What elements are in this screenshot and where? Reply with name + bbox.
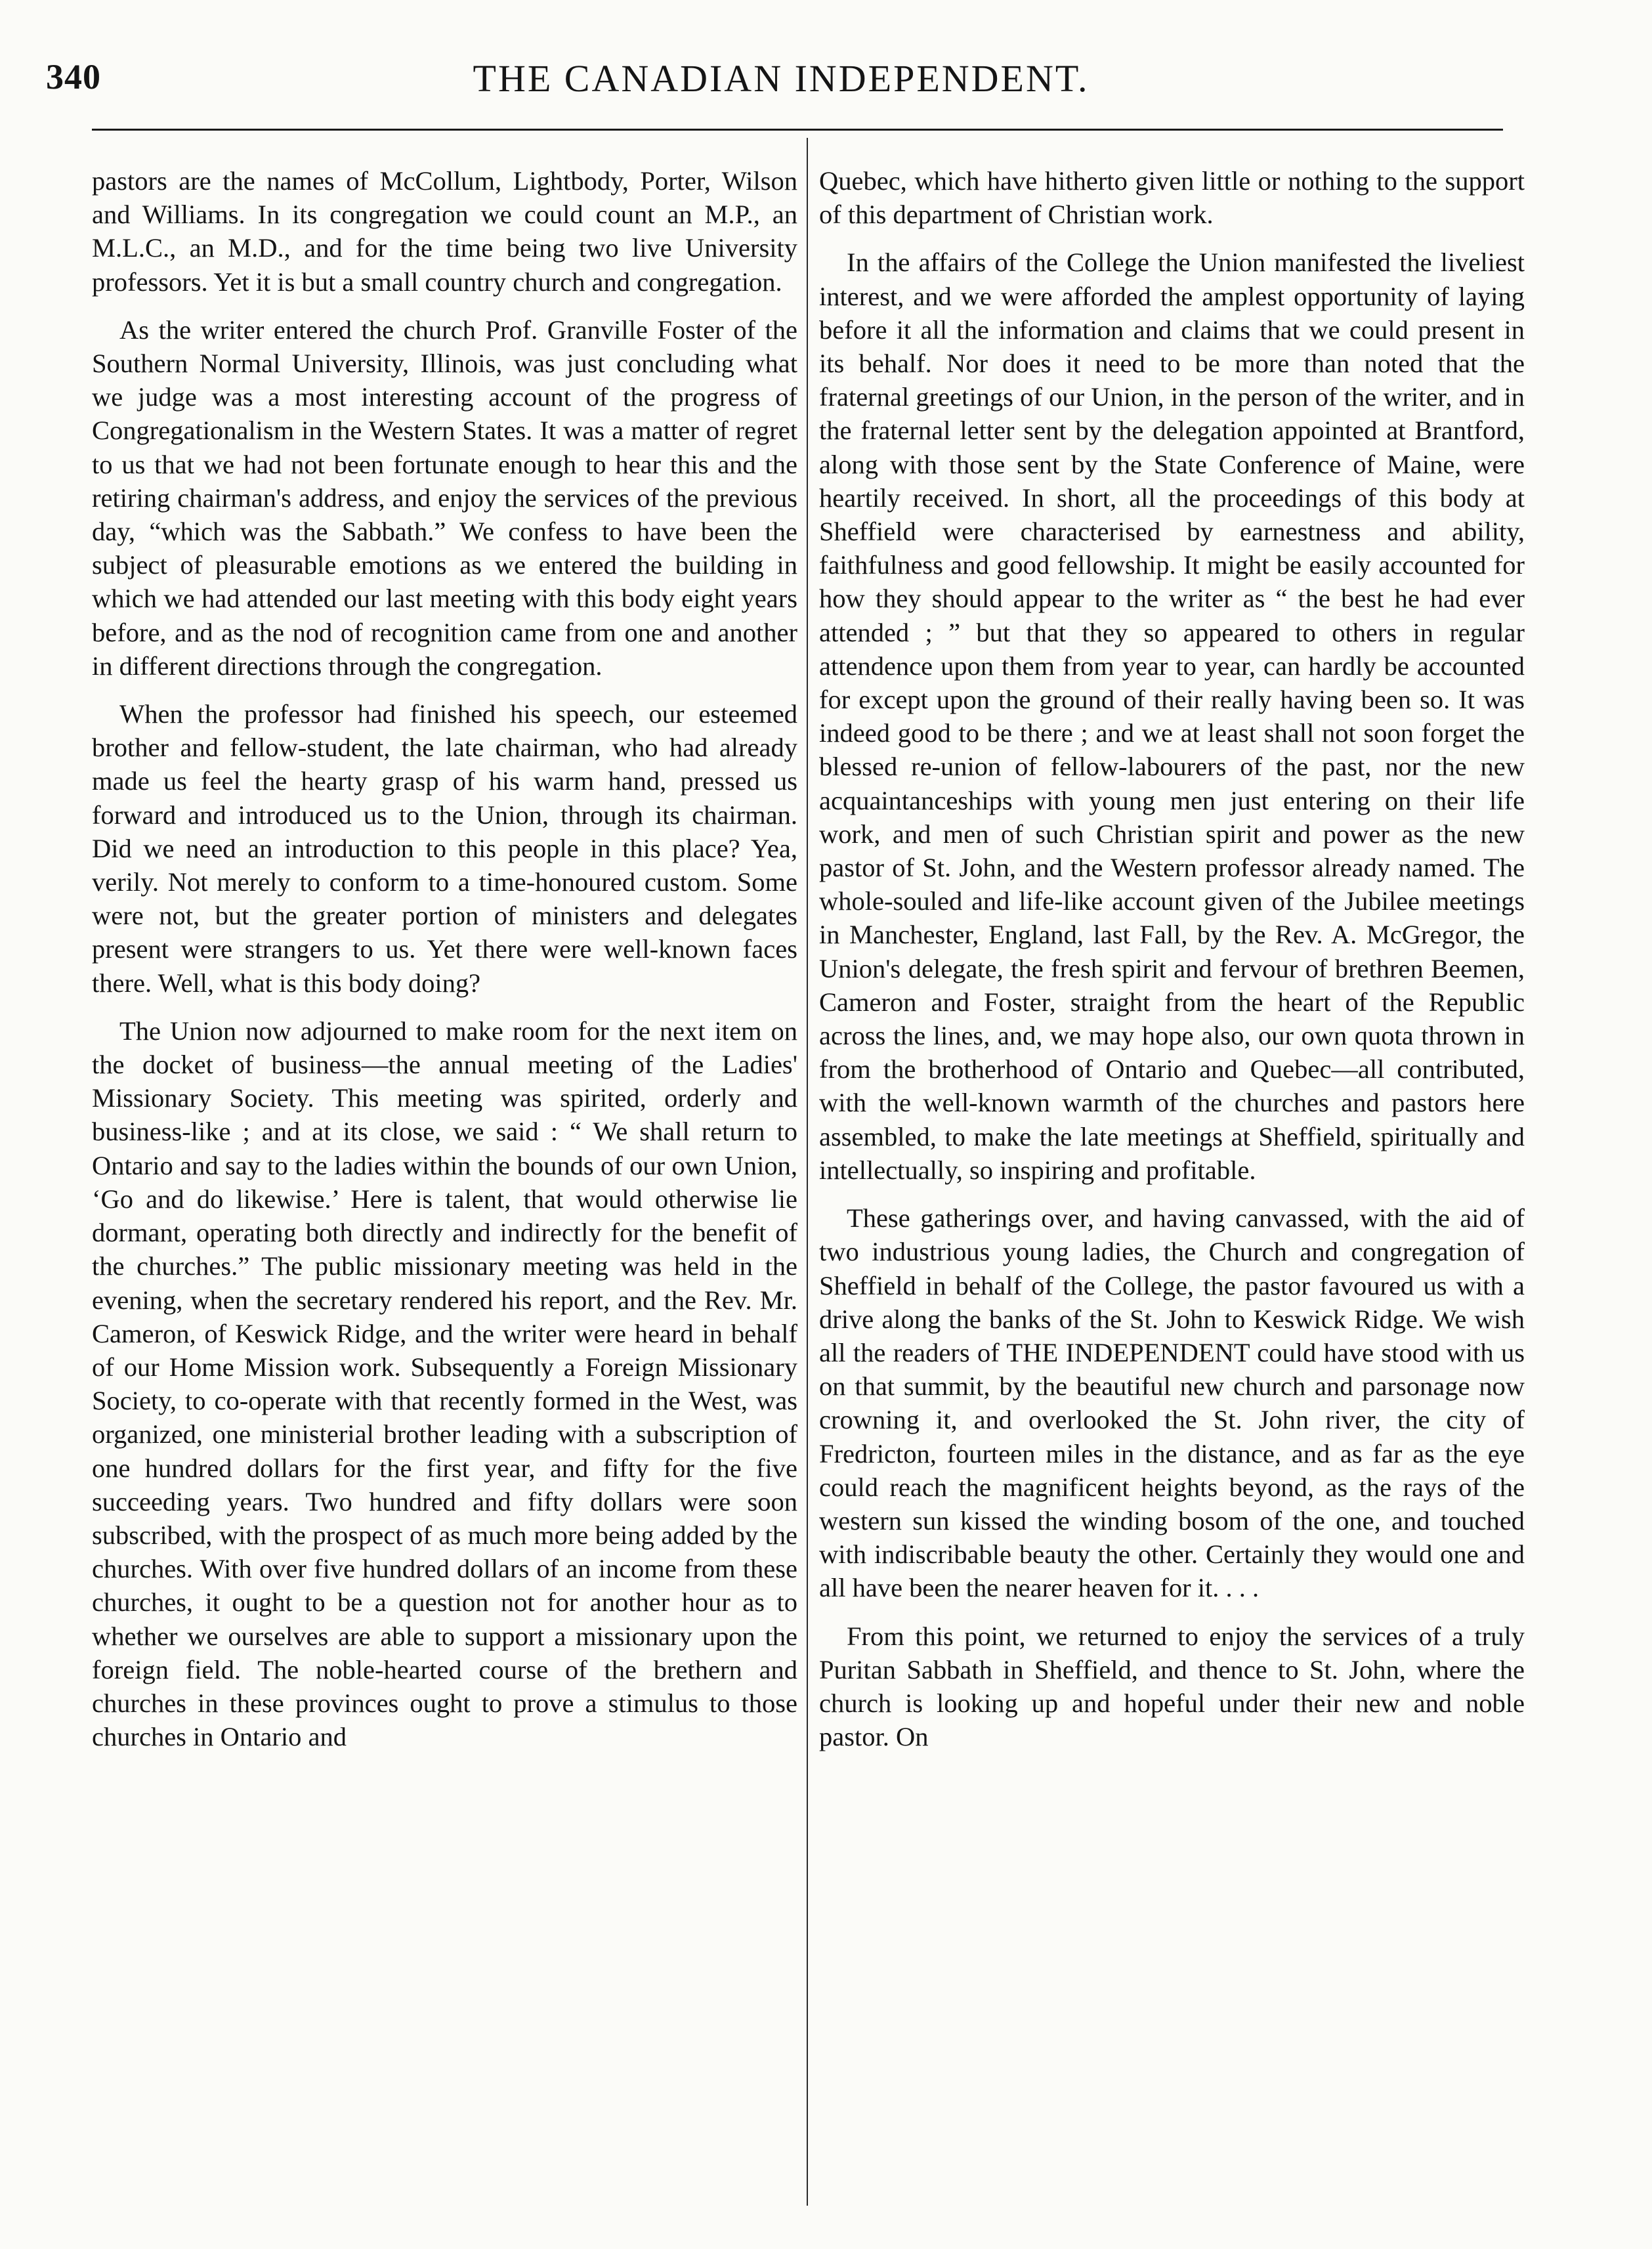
column-divider <box>807 138 808 2206</box>
left-paragraph-1: pastors are the names of McCollum, Lightbody, Porter, Wilson and Williams. In its congregation we could count an M.P., an M.L.C., an M.D., and for the time being two live University professors. Yet it is but a small country church and congregation. <box>92 166 797 297</box>
right-column <box>819 164 1525 2206</box>
left-paragraph-3: When the professor had finished his speech, our esteemed brother and fellow-student, the late chairman, who had already made us feel the hearty grasp of his warm hand, pressed us forward and introduced us to the Union, through its chairman. Did we need an introduction to this people in this place? Yea, verily. Not merely to conform to a time-honoured custom. Some were not, but the greater portion of ministers and delegates present were strangers to us. Yet there were well-known faces there. Well, what is this body doing? <box>92 699 797 998</box>
right-paragraph-3: These gatherings over, and having canvassed, with the aid of two industrious young ladies, the Church and congregation of Sheffield in behalf of the College, the pastor favoured us with a drive along the banks of the St. John to Keswick Ridge. We wish all the readers of THE INDEPENDENT could have stood with us on that summit, by the beautiful new church and parsonage now crowning it, and overlooked the St. John river, the city of Fredricton, fourteen miles in the distance, and as far as the eye could reach the magnificent heights beyond, as the rays of the western sun kissed the winding bosom of the one, and touched with indiscribable beauty the other. Certainly they would one and all have been the nearer heaven for it. . . . <box>819 1203 1525 1603</box>
header-rule <box>92 129 1503 131</box>
page-number: 340 <box>46 57 101 96</box>
page-header <box>46 56 1516 116</box>
left-paragraph-4: The Union now adjourned to make room for the next item on the docket of business—the annual meeting of the Ladies' Missionary Society. This meeting was spirited, orderly and business-like ; and at its close, we said : “ We shall return to Ontario and say to the ladies within the bounds of our own Union, ‘Go and do likewise.’ Here is talent, that would otherwise lie dormant, operating both directly and indirectly for the benefit of the churches.” The public missionary meeting was held in the evening, when the secretary rendered his report, and the Rev. Mr. Cameron, of Keswick Ridge, and the writer were heard in behalf of our Home Mission work. Subsequently a Foreign Missionary Society, to co-operate with that recently formed in the West, was organized, one ministerial brother leading with a subscription of one hundred dollars for the first year, and fifty for the five succeeding years. Two hundred and fifty dollars were soon subscribed, with the prospect of as much more being added by the churches. With over five hundred dollars of an income from these churches, it ought to be a question not for another hour as to whether we ourselves are able to support a missionary upon the foreign field. The noble-hearted course of the brethern and churches in these provinces ought to prove a stimulus to those churches in Ontario and <box>92 1016 797 1752</box>
right-paragraph-2: In the affairs of the College the Union manifested the liveliest interest, and we were afforded the amplest opportunity of laying before it all the information and claims that we could present in its behalf. Nor does it need to be more than noted that the fraternal greetings of our Union, in the person of the writer, and in the fraternal letter sent by the delegation appointed at Brantford, along with those sent by the State Conference of Maine, were heartily received. In short, all the proceedings of this body at Sheffield were characterised by earnestness and ability, faithfulness and good fellowship. It might be easily accounted for how they should appear to the writer as “ the best he had ever attended ; ” but that they so appeared to others in regular attendence upon them from year to year, can hardly be accounted for except upon the ground of their really having been so. It was indeed good to be there ; and we at least shall not soon forget the blessed re-union of fellow-labourers of the past, nor the new acquaintanceships with young men just entering on their life work, and men of such Christian spirit and power as the new pastor of St. John, and the Western professor already named. The whole-souled and life-like account given of the Jubilee meetings in Manchester, England, last Fall, by the Rev. A. McGregor, the Union's delegate, the fresh spirit and fervour of brethren Beemen, Cameron and Foster, straight from the heart of the Republic across the lines, and, we may hope also, our own quota thrown in from the brotherhood of Ontario and Quebec—all contributed, with the well-known warmth of the churches and pastors here assembled, to make the late meetings at Sheffield, spiritually and intellectually, so inspiring and profitable. <box>819 247 1525 1185</box>
left-paragraph-2: As the writer entered the church Prof. Granville Foster of the Southern Normal University, Illinois, was just concluding what we judge was a most interesting account of the progress of Congregationalism in the Western States. It was a matter of regret to us that we had not been fortunate enough to hear this and the retiring chairman's address, and enjoy the services of the previous day, “which was the Sabbath.” We confess to have been the subject of pleasurable emotions as we entered the building in which we had attended our last meeting with this body eight years before, and as the nod of recognition came from one and another in different directions through the congregation. <box>92 314 797 681</box>
right-paragraph-1: Quebec, which have hitherto given little or nothing to the support of this department of Christian work. <box>819 166 1525 230</box>
left-column <box>92 164 797 2206</box>
running-title: THE CANADIAN INDEPENDENT. <box>473 57 1090 100</box>
right-paragraph-4: From this point, we returned to enjoy the services of a truly Puritan Sabbath in Sheffield, and thence to St. John, where the church is looking up and hopeful under their new and noble pastor. On <box>819 1621 1525 1752</box>
